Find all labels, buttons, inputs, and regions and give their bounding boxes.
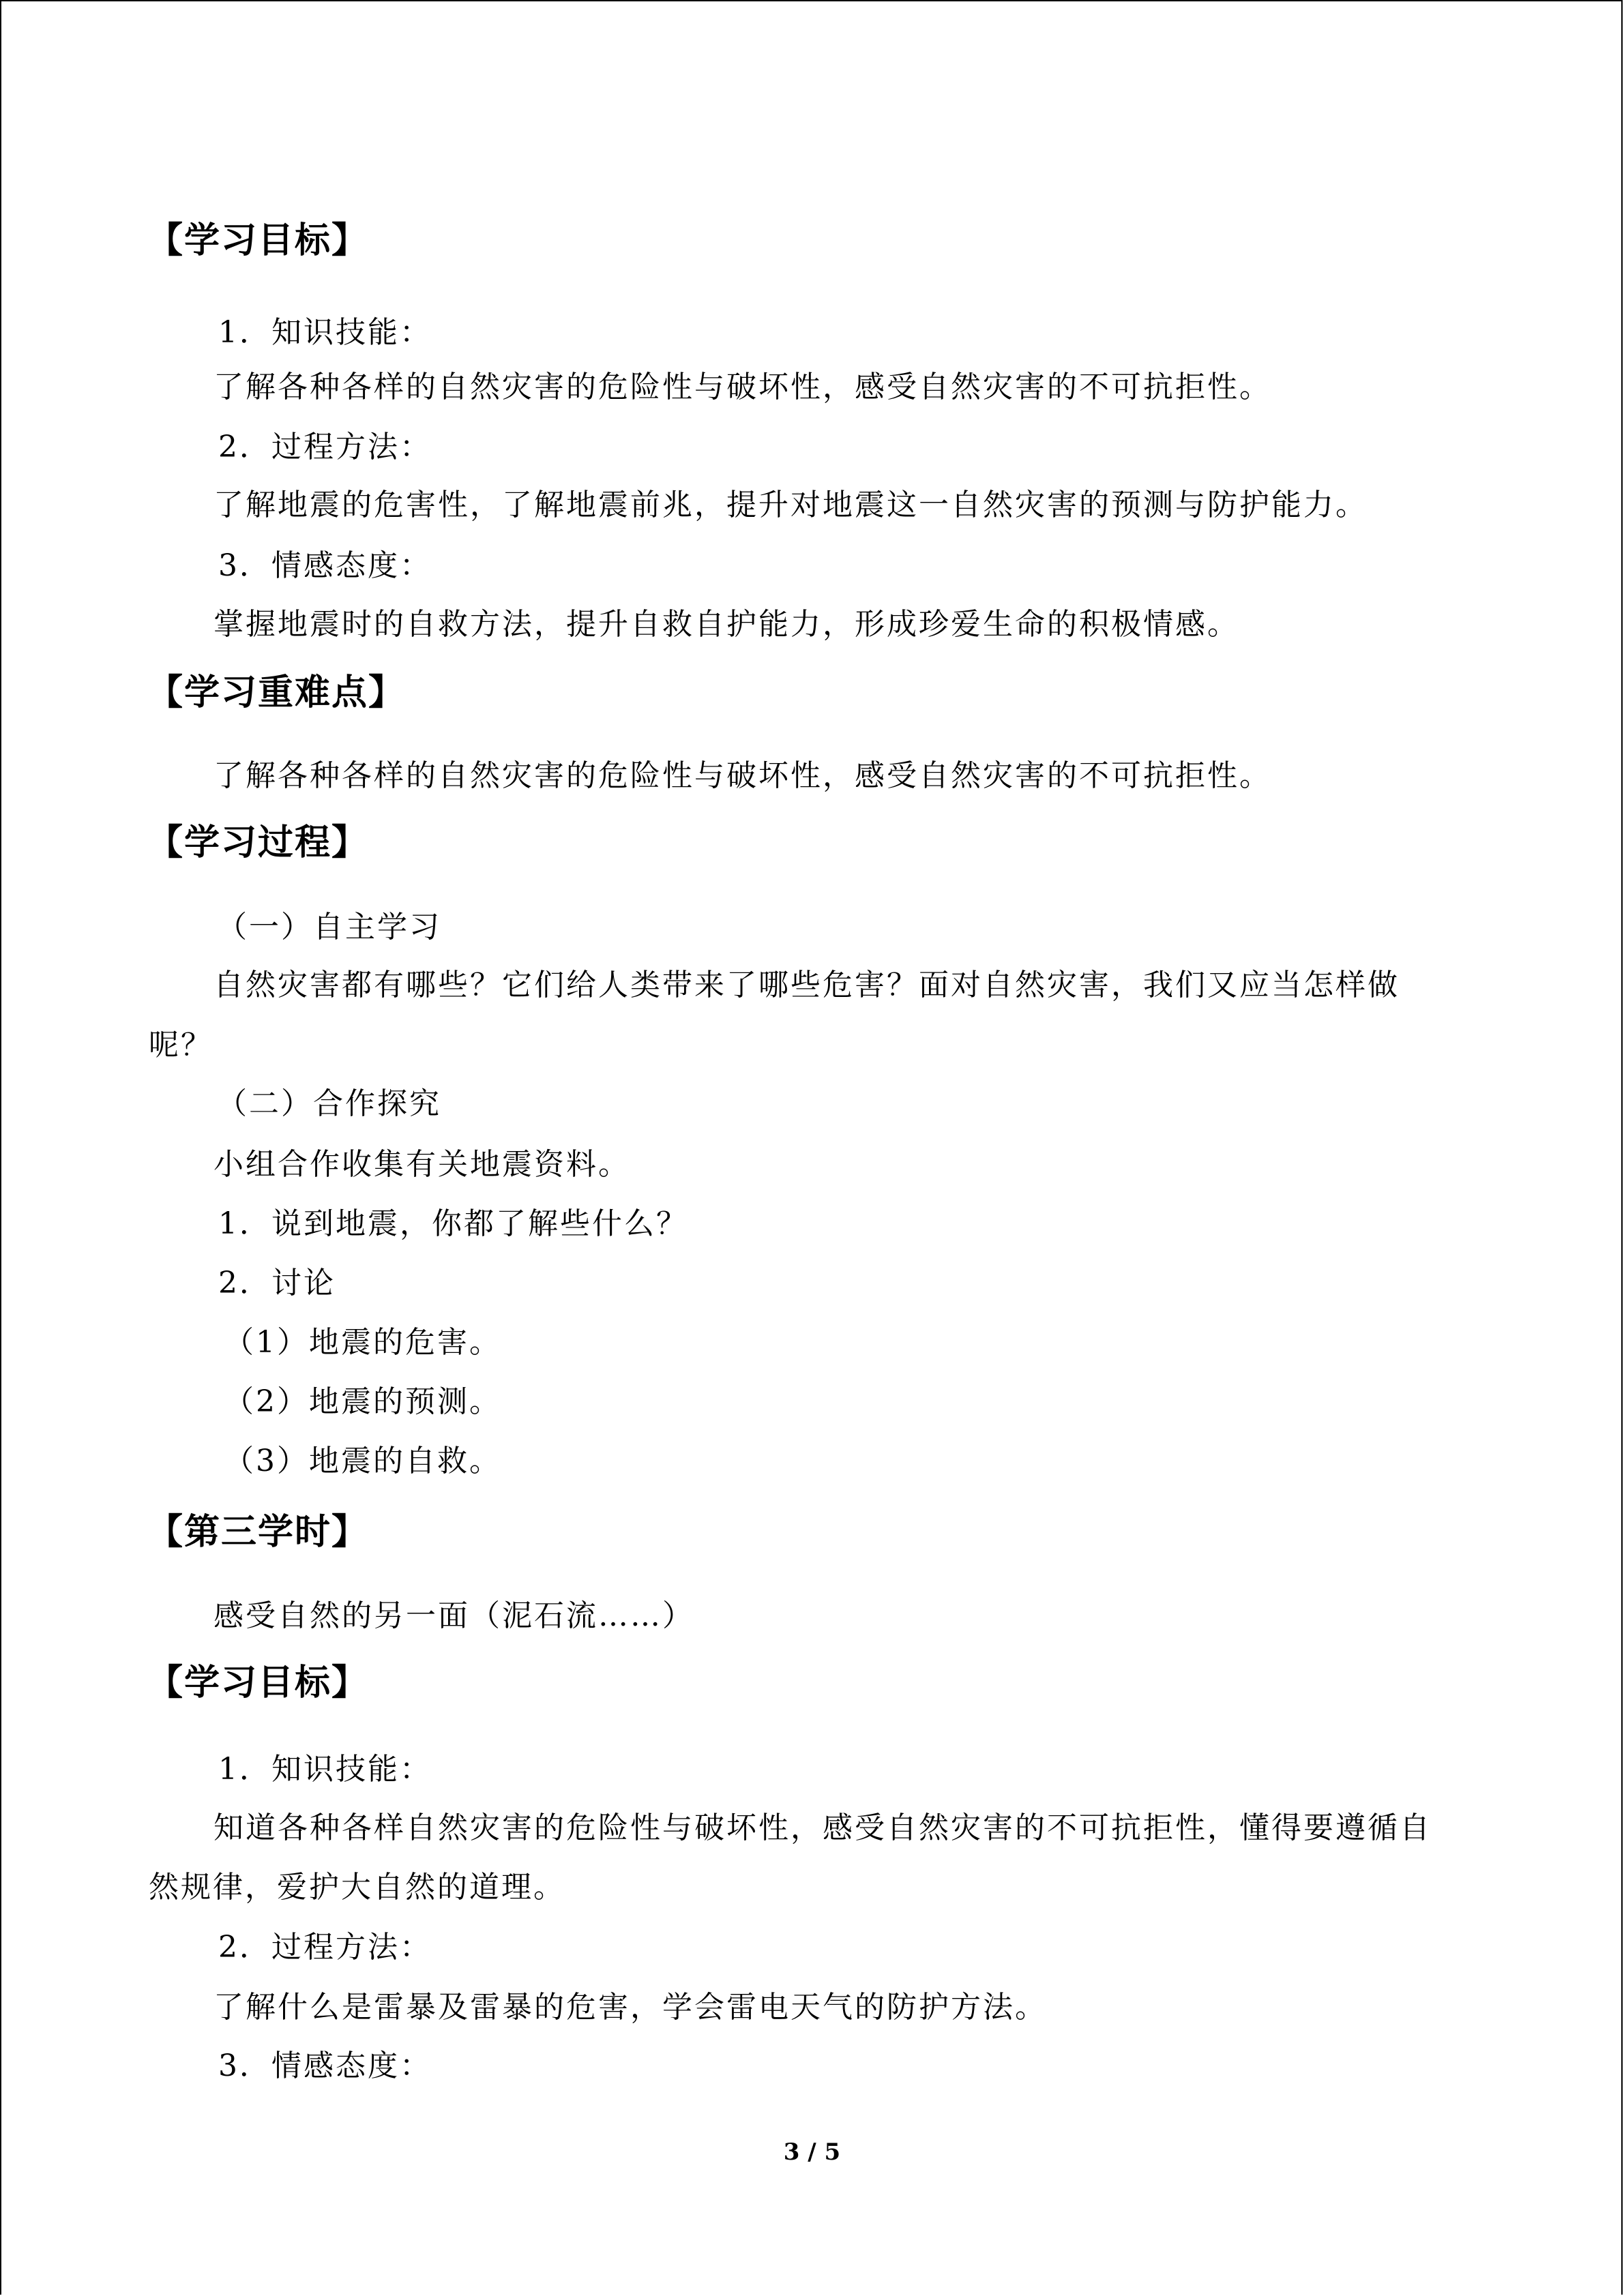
process-self-study-text: 自然灾害都有哪些？它们给人类带来了哪些危害？面对自然灾害，我们又应当怎样做 xyxy=(213,968,1400,1002)
discussion-item-3: （3）地震的自救。 xyxy=(224,1444,501,1478)
section-heading-learning-goals-2: 【学习目标】 xyxy=(147,1663,369,1703)
goal2-knowledge-text-cont: 然规律，爱护大自然的道理。 xyxy=(149,1870,565,1905)
third-lesson-topic: 感受自然的另一面（泥石流……） xyxy=(213,1598,694,1633)
goal-process-text: 了解地震的危害性，了解地震前兆，提升对地震这一自然灾害的预测与防护能力。 xyxy=(213,488,1368,522)
goal2-process-text: 了解什么是雷暴及雷暴的危害，学会雷电天气的防护方法。 xyxy=(213,1990,1047,2025)
process-question-1: 1．说到地震，你都了解些什么？ xyxy=(218,1206,688,1241)
goal-knowledge-text: 了解各种各样的自然灾害的危险性与破坏性，感受自然灾害的不可抗拒性。 xyxy=(213,370,1271,404)
key-points-text: 了解各种各样的自然灾害的危险性与破坏性，感受自然灾害的不可抗拒性。 xyxy=(213,758,1271,793)
discussion-item-2: （2）地震的预测。 xyxy=(224,1384,501,1419)
goal-emotion-text: 掌握地震时的自救方法，提升自救自护能力，形成珍爱生命的积极情感。 xyxy=(213,607,1239,642)
goal2-knowledge-text: 知道各种各样自然灾害的危险性与破坏性，感受自然灾害的不可抗拒性，懂得要遵循自 xyxy=(213,1810,1432,1845)
process-self-study-label: （一）自主学习 xyxy=(217,910,441,944)
process-discussion-label: 2．讨论 xyxy=(218,1266,336,1300)
section-heading-third-lesson: 【第三学时】 xyxy=(147,1512,369,1553)
process-cooperation-text: 小组合作收集有关地震资料。 xyxy=(213,1147,630,1182)
goal-knowledge-label: 1．知识技能： xyxy=(218,315,432,350)
goal-process-label: 2．过程方法： xyxy=(218,430,432,464)
process-self-study-text-cont: 呢？ xyxy=(149,1028,213,1062)
section-heading-learning-goals: 【学习目标】 xyxy=(147,220,369,261)
section-heading-key-points: 【学习重难点】 xyxy=(147,672,406,713)
page-number: 3 / 5 xyxy=(783,2138,841,2166)
goal2-process-label: 2．过程方法： xyxy=(218,1930,432,1965)
discussion-item-1: （1）地震的危害。 xyxy=(224,1325,501,1360)
goal-emotion-label: 3．情感态度： xyxy=(218,548,432,583)
process-cooperation-label: （二）合作探究 xyxy=(217,1086,441,1121)
goal2-knowledge-label: 1．知识技能： xyxy=(218,1752,432,1787)
section-heading-learning-process: 【学习过程】 xyxy=(147,822,369,863)
goal2-emotion-label: 3．情感态度： xyxy=(218,2048,432,2083)
